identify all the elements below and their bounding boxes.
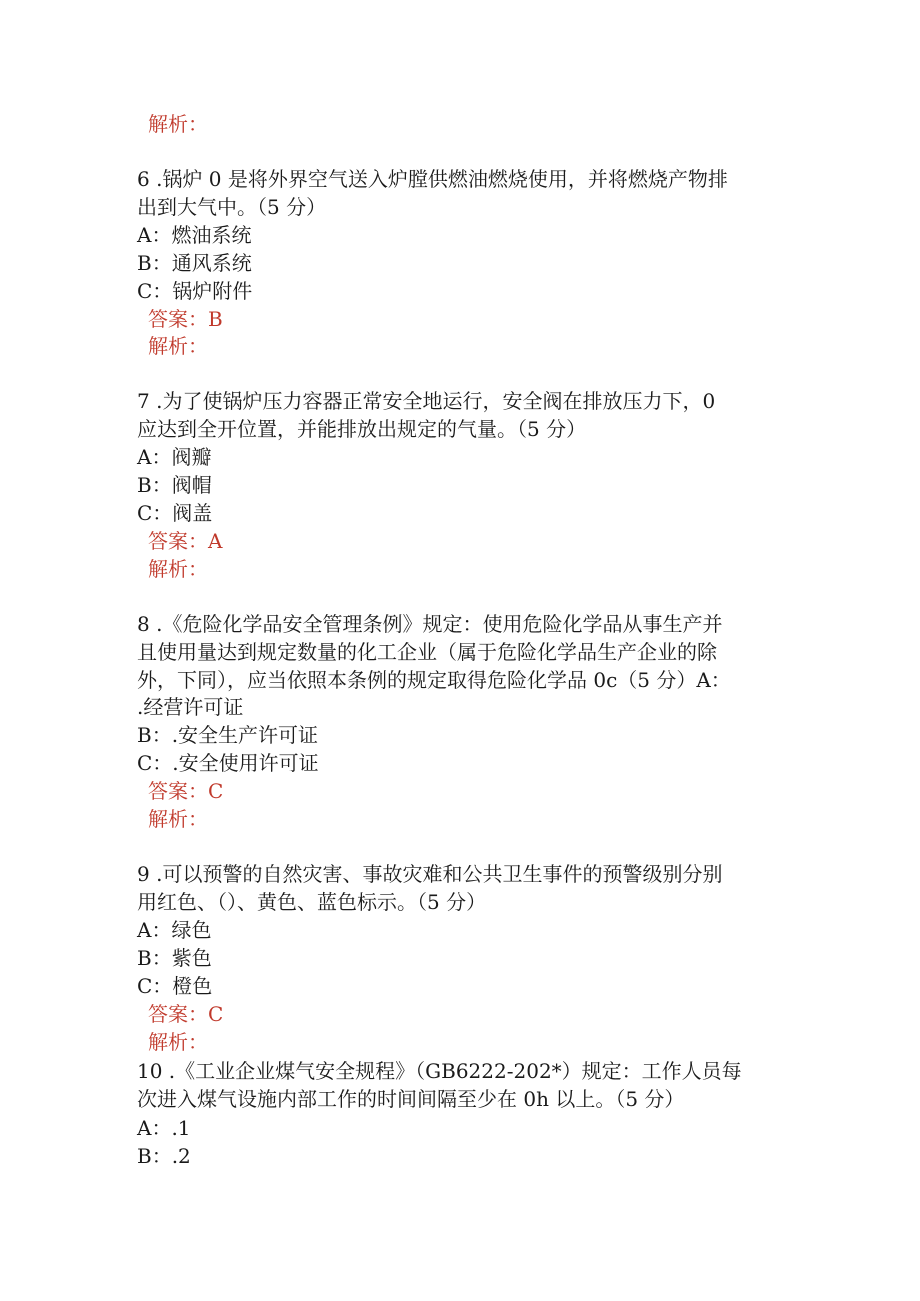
question-text-line: 6 .锅炉 0 是将外界空气送入炉膛供燃油燃烧使用，并将燃烧产物排 bbox=[137, 167, 728, 191]
option-a: A：燃油系统 bbox=[137, 223, 252, 247]
option-b: B：阀帽 bbox=[137, 473, 212, 497]
question-text-line: 应达到全开位置，并能排放出规定的气量。（5 分） bbox=[137, 417, 587, 441]
question-text-line: 外，下同），应当依照本条例的规定取得危险化学品 0c（5 分）A： bbox=[137, 668, 731, 692]
answer-label: 答案：B bbox=[148, 307, 223, 331]
option-a: A：绿色 bbox=[137, 918, 212, 942]
question-text-line: 且使用量达到规定数量的化工企业（属于危险化学品生产企业的除 bbox=[137, 640, 717, 664]
top-analysis-label: 解析： bbox=[148, 112, 208, 136]
question-text-line: 9 .可以预警的自然灾害、事故灾难和公共卫生事件的预警级别分别 bbox=[137, 862, 723, 886]
analysis-label: 解析： bbox=[148, 557, 208, 581]
option-a: A：阀瓣 bbox=[137, 445, 212, 469]
question-text-line: 次进入煤气设施内部工作的时间间隔至少在 0h 以上。（5 分） bbox=[137, 1087, 685, 1111]
option-b: B：.安全生产许可证 bbox=[137, 723, 319, 747]
question-text-line: 10 .《工业企业煤气安全规程》（GB6222-202*）规定：工作人员每 bbox=[137, 1059, 742, 1083]
question-text-line: .经营许可证 bbox=[137, 695, 244, 719]
answer-label: 答案：A bbox=[148, 529, 223, 553]
option-c: C：.安全使用许可证 bbox=[137, 751, 319, 775]
answer-label: 答案：C bbox=[148, 1002, 224, 1026]
option-c: C：橙色 bbox=[137, 974, 213, 998]
analysis-label: 解析： bbox=[148, 1030, 208, 1054]
question-text-line: 出到大气中。（5 分） bbox=[137, 195, 327, 219]
question-text-line: 用红色、（）、黄色、蓝色标示。（5 分） bbox=[137, 890, 487, 914]
analysis-label: 解析： bbox=[148, 807, 208, 831]
option-b: B：.2 bbox=[137, 1144, 191, 1168]
question-text-line: 7 .为了使锅炉压力容器正常安全地运行，安全阀在排放压力下，0 bbox=[137, 389, 716, 413]
analysis-label: 解析： bbox=[148, 334, 208, 358]
option-a: A：.1 bbox=[137, 1116, 191, 1140]
option-c: C：阀盖 bbox=[137, 501, 213, 525]
option-b: B：紫色 bbox=[137, 946, 212, 970]
answer-label: 答案：C bbox=[148, 779, 224, 803]
option-c: C：锅炉附件 bbox=[137, 279, 253, 303]
question-text-line: 8 .《危险化学品安全管理条例》规定：使用危险化学品从事生产并 bbox=[137, 612, 723, 636]
option-b: B：通风系统 bbox=[137, 251, 252, 275]
